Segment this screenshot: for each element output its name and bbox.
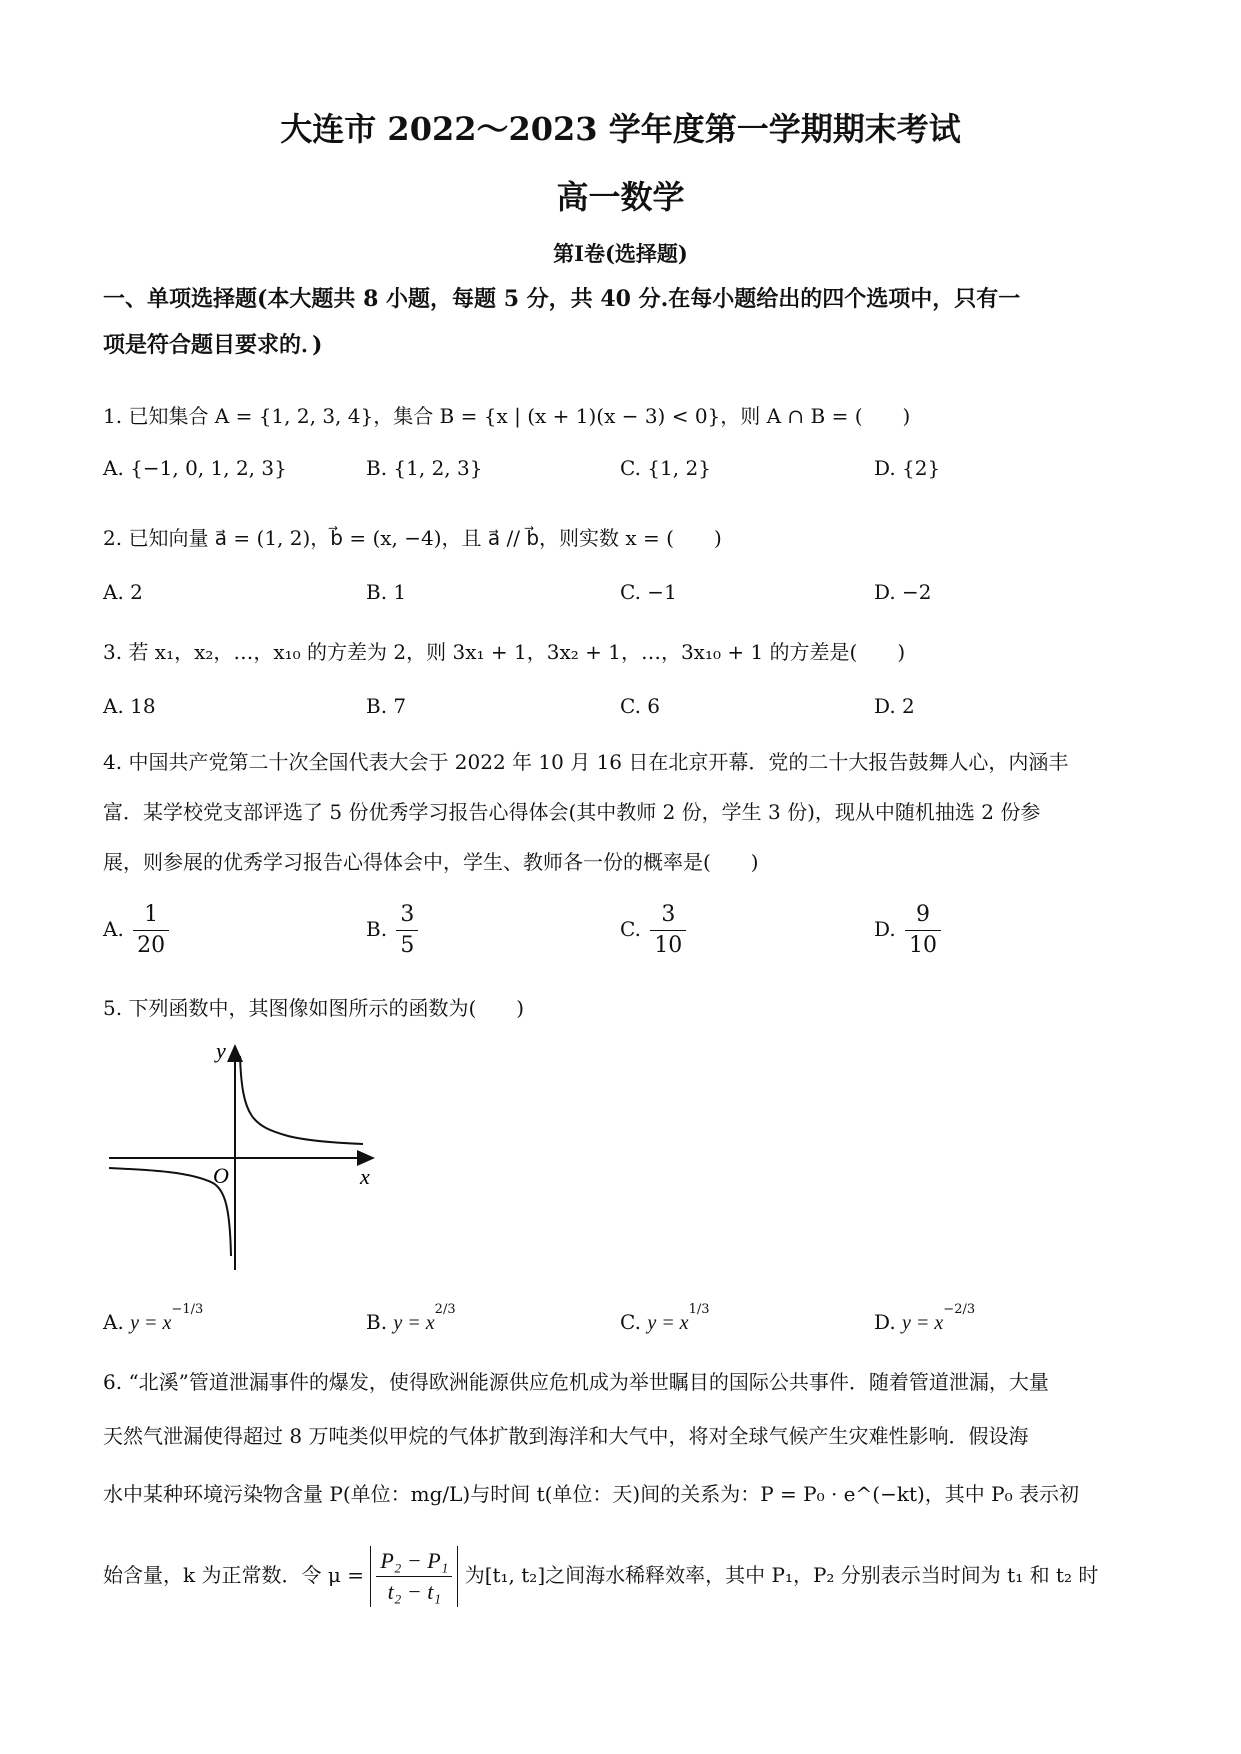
fraction-numerator: P₂ − P₁ <box>376 1546 452 1577</box>
question-6-line2: 天然气泄漏使得超过 8 万吨类似甲烷的气体扩散到海洋和大气中，将对全球气候产生灾难性影响．假设海 <box>103 1424 1029 1448</box>
q1-option-b[interactable]: B. {1, 2, 3} <box>366 456 483 480</box>
q3-option-c[interactable]: C. 6 <box>620 694 661 718</box>
q2-option-d[interactable]: D. −2 <box>874 580 932 604</box>
question-6-line3: 水中某种环境污染物含量 P(单位：mg/L)与时间 t(单位：天)间的关系为：P = P₀ · e^(−kt)，其中 P₀ 表示初 <box>103 1482 1079 1506</box>
q5-option-d-base: y = x <box>902 1312 944 1334</box>
q5-option-d-exponent: −2/3 <box>943 1302 976 1317</box>
question-4-line2: 富．某学校党支部评选了 5 份优秀学习报告心得体会(其中教师 2 份，学生 3 份)，现从中随机抽选 2 份参 <box>103 800 1041 824</box>
q6-line4-suffix: 为[t₁, t₂]之间海水稀释效率，其中 P₁，P₂ 分别表示当时间为 t₁ 和 t₂ 时 <box>464 1563 1099 1587</box>
fraction-denominator: 10 <box>654 933 683 958</box>
q2-option-c[interactable]: C. −1 <box>620 580 677 604</box>
q4-option-b-label: B. <box>366 917 388 941</box>
origin-label: O <box>213 1163 229 1188</box>
volume-title: 第Ⅰ卷(选择题) <box>553 241 688 266</box>
fraction-denominator: 5 <box>400 933 415 958</box>
question-6-line4 <box>103 1546 1098 1607</box>
question-4-line1: 4. 中国共产党第二十次全国代表大会于 2022 年 10 月 16 日在北京开幕．党的二十大报告鼓舞人心，内涵丰 <box>103 750 1069 774</box>
q4-option-d-fraction <box>905 900 941 961</box>
fraction-numerator: 3 <box>650 900 686 931</box>
q6-line4-prefix: 始含量，k 为正常数．令 μ = <box>103 1563 364 1587</box>
question-5-stem: 5. 下列函数中，其图像如图所示的函数为( ) <box>103 996 525 1020</box>
curve-right-branch <box>240 1056 363 1144</box>
question-3-stem: 3. 若 x₁，x₂，…，x₁₀ 的方差为 2，则 3x₁ + 1，3x₂ + 1，…，3x₁₀ + 1 的方差是( ) <box>103 640 906 664</box>
q5-option-c-exponent: 1/3 <box>688 1302 710 1317</box>
question-4-line3: 展，则参展的优秀学习报告心得体会中，学生、教师各一份的概率是( ) <box>103 850 759 874</box>
q2-option-b[interactable]: B. 1 <box>366 580 407 604</box>
q4-option-b[interactable] <box>366 900 421 961</box>
q2-option-a[interactable]: A. 2 <box>103 580 143 604</box>
q5-option-d[interactable] <box>874 1302 976 1335</box>
q3-option-a[interactable]: A. 18 <box>103 694 156 718</box>
question-2-stem: 2. 已知向量 a⃗ = (1, 2)，b⃗ = (x, −4)，且 a⃗ // b⃗，则实数 x = ( ) <box>103 526 722 550</box>
fraction-denominator: 10 <box>909 933 938 958</box>
q4-option-c-label: C. <box>620 917 641 941</box>
q6-rate-fraction <box>376 1546 452 1607</box>
q4-option-b-fraction <box>396 900 418 961</box>
abs-value-bars <box>370 1546 458 1607</box>
q4-option-c[interactable] <box>620 900 689 961</box>
q5-option-b-exponent: 2/3 <box>434 1302 456 1317</box>
q3-option-b[interactable]: B. 7 <box>366 694 407 718</box>
fraction-denominator: t₂ − t₁ <box>387 1579 442 1604</box>
fraction-numerator: 1 <box>133 900 169 931</box>
section-heading-line1: 一、单项选择题(本大题共 8 小题，每题 5 分，共 40 分.在每小题给出的四个选项中，只有一 <box>103 286 1021 312</box>
q5-option-c-label: C. <box>620 1310 641 1334</box>
q3-option-d[interactable]: D. 2 <box>874 694 915 718</box>
section-heading-line2: 项是符合题目要求的．) <box>103 332 323 358</box>
q4-option-d-label: D. <box>874 917 896 941</box>
q5-option-a-label: A. <box>103 1310 124 1334</box>
x-axis-label: x <box>360 1164 370 1189</box>
q5-option-a[interactable] <box>103 1302 204 1335</box>
exam-title: 大连市 2022～2023 学年度第一学期期末考试 <box>280 110 961 148</box>
q5-option-b-base: y = x <box>393 1312 435 1334</box>
fraction-denominator: 20 <box>137 933 166 958</box>
question-6-line1: 6. “北溪”管道泄漏事件的爆发，使得欧洲能源供应危机成为举世瞩目的国际公共事件．随着管道泄漏，大量 <box>103 1370 1049 1394</box>
q4-option-a-label: A. <box>103 917 124 941</box>
y-axis-label: y <box>216 1038 226 1063</box>
q5-option-a-base: y = x <box>130 1312 172 1334</box>
q5-option-d-label: D. <box>874 1310 896 1334</box>
q4-option-a-fraction <box>133 900 169 961</box>
q4-option-a[interactable] <box>103 900 172 961</box>
question-1-stem: 1. 已知集合 A = {1, 2, 3, 4}，集合 B = {x | (x + 1)(x − 3) < 0}，则 A ∩ B = ( ) <box>103 404 911 428</box>
q5-option-c[interactable] <box>620 1302 710 1335</box>
q4-option-d[interactable] <box>874 900 944 961</box>
q4-option-c-fraction <box>650 900 686 961</box>
q5-option-b-label: B. <box>366 1310 388 1334</box>
fraction-numerator: 3 <box>396 900 418 931</box>
function-graph <box>103 1038 383 1270</box>
q1-option-a[interactable]: A. {−1, 0, 1, 2, 3} <box>103 456 287 480</box>
q1-option-c[interactable]: C. {1, 2} <box>620 456 711 480</box>
q5-option-a-exponent: −1/3 <box>171 1302 204 1317</box>
q5-option-c-base: y = x <box>647 1312 689 1334</box>
q5-option-b[interactable] <box>366 1302 456 1335</box>
q1-option-d[interactable]: D. {2} <box>874 456 941 480</box>
subject-title: 高一数学 <box>556 178 685 216</box>
fraction-numerator: 9 <box>905 900 941 931</box>
